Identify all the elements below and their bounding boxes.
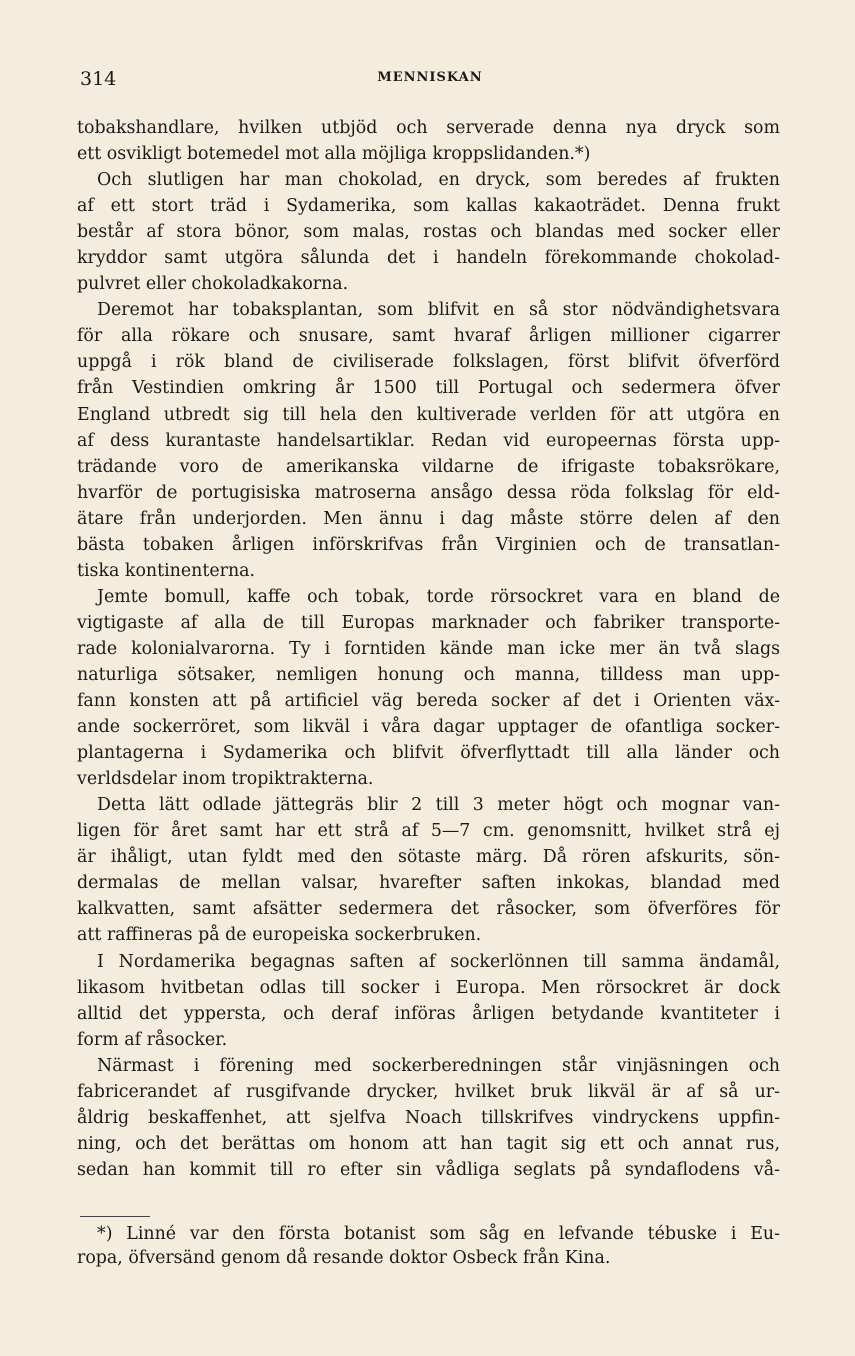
page-number: 314 — [80, 68, 117, 90]
text-line: Deremot har tobaksplantan, som blifvit en så stor nödvändighetsvara — [97, 300, 780, 321]
text-line: Detta lätt odlade jättegräs blir 2 till 3 meter högt och mognar van- — [97, 795, 780, 816]
text-line: är ihåligt, utan fyldt med den sötaste märg. Då rören afskurits, sön- — [77, 847, 780, 868]
text-line: af dess kurantaste handelsartiklar. Redan vid europeernas första upp- — [77, 430, 780, 451]
body-text — [77, 115, 780, 1183]
text-line: plantagerna i Sydamerika och blifvit öfverflyttadt till alla länder och — [77, 743, 780, 764]
text-line: Jemte bomull, kaffe och tobak, torde rörsockret vara en bland de — [97, 586, 780, 607]
text-line: *) Linné var den första botanist som såg en lefvande tébuske i Eu- — [97, 1224, 780, 1244]
text-line: Närmast i förening med sockerberedningen står vinjäsningen och — [97, 1055, 780, 1076]
text-line: bästa tobaken årligen införskrifvas från Virginien och de transatlan- — [77, 534, 780, 555]
text-line: rade kolonialvarorna. Ty i forntiden kände man icke mer än två slags — [77, 638, 780, 659]
text-line: uppgå i rök bland de civiliserade folkslagen, först blifvit öfverförd — [77, 352, 780, 373]
text-line: ropa, öfversänd genom då resande doktor Osbeck från Kina. — [77, 1247, 611, 1268]
text-line: fabricerandet af rusgifvande drycker, hvilket bruk likväl är af så ur- — [77, 1081, 780, 1102]
text-line: för alla rökare och snusare, samt hvaraf årligen millioner cigarrer — [77, 326, 780, 347]
page-header — [80, 68, 780, 94]
text-line: fann konsten att på artificiel väg bereda socker af det i Orienten väx- — [77, 691, 780, 712]
text-line: sedan han kommit till ro efter sin vådliga seglats på syndaflodens vå- — [77, 1159, 780, 1180]
text-line: tobakshandlare, hvilken utbjöd och serverade denna nya dryck som — [77, 118, 780, 138]
text-line: naturliga sötsaker, nemligen honung och manna, tilldess man upp- — [77, 664, 780, 685]
text-line: består af stora bönor, som malas, rostas och blandas med socker eller — [77, 222, 780, 243]
text-line: vigtigaste af alla de till Europas marknader och fabriker transporte- — [77, 612, 780, 633]
text-line: från Vestindien omkring år 1500 till Portugal och sedermera öfver — [77, 378, 780, 399]
text-line: kalkvatten, samt afsätter sedermera det råsocker, som öfverföres för — [77, 899, 780, 920]
text-line: I Nordamerika begagnas saften af sockerlönnen till samma ändamål, — [97, 951, 780, 972]
text-line: ande sockerröret, som likväl i våra dagar upptager de ofantliga socker- — [77, 717, 780, 738]
text-line: af ett stort träd i Sydamerika, som kallas kakaoträdet. Denna frukt — [77, 196, 780, 217]
footnote-rule — [80, 1216, 150, 1217]
text-line: England utbredt sig till hela den kultiverade verlden för att utgöra en — [77, 404, 780, 425]
text-line: ett osvikligt botemedel mot alla möjliga kroppslidanden.*) — [77, 144, 591, 165]
text-line: likasom hvitbetan odlas till socker i Europa. Men rörsockret är dock — [77, 977, 780, 998]
footnote — [77, 1222, 780, 1269]
text-line: hvarför de portugisiska matroserna ansågo dessa röda folkslag för eld- — [77, 482, 780, 503]
text-line: kryddor samt utgöra sålunda det i handeln förekommande chokolad- — [77, 248, 780, 269]
text-line: alltid det yppersta, och deraf införas årligen betydande kvantiteter i — [77, 1003, 780, 1024]
text-line: att raffineras på de europeiska sockerbruken. — [77, 925, 482, 946]
text-line: åldrig beskaffenhet, att sjelfva Noach tillskrifves vindryckens uppfin- — [77, 1107, 780, 1128]
text-line: tiska kontinenterna. — [77, 560, 256, 581]
text-line: pulvret eller chokoladkakorna. — [77, 274, 349, 295]
text-line: ning, och det berättas om honom att han tagit sig ett och annat rus, — [77, 1133, 780, 1154]
text-line: dermalas de mellan valsar, hvarefter saften inkokas, blandad med — [77, 873, 780, 894]
text-line: ätare från underjorden. Men ännu i dag måste större delen af den — [77, 508, 780, 529]
text-line: Och slutligen har man chokolad, en dryck, som beredes af frukten — [97, 170, 780, 191]
text-line: form af råsocker. — [77, 1029, 228, 1050]
running-title: MENNISKAN — [377, 70, 483, 85]
text-line: ligen för året samt har ett strå af 5—7 cm. genomsnitt, hvilket strå ej — [77, 821, 780, 842]
text-line: trädande voro de amerikanska vildarne de ifrigaste tobaksrökare, — [77, 456, 780, 477]
text-line: verldsdelar inom tropiktrakterna. — [77, 769, 374, 790]
